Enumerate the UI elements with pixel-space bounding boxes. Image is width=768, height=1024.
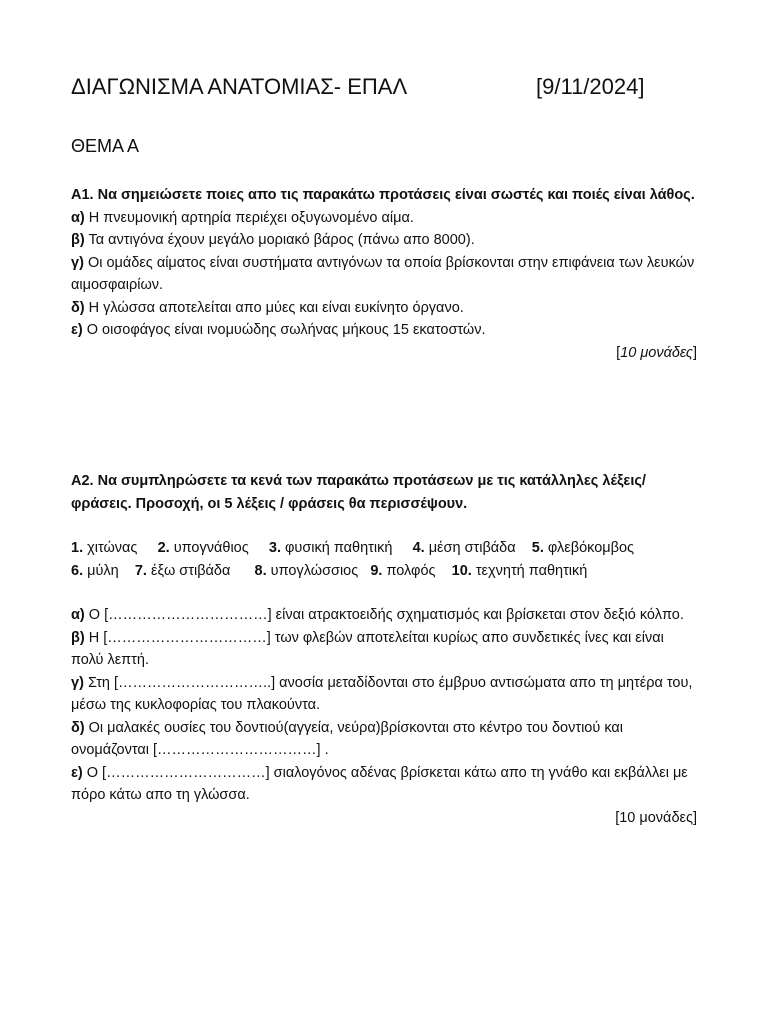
word-bank-row-1: 1. χιτώνας 2. υπογνάθιος 3. φυσική παθητική 4. μέση στιβάδα 5. φλεβόκομβος: [71, 540, 635, 556]
exam-date: [9/11/2024]: [536, 74, 645, 99]
a1-instruction: Α1. Να σημειώσετε ποιες απο τις παρακάτω προτάσεις είναι σωστές και ποιές είναι λάθος.: [71, 187, 695, 203]
section-title: ΘΕΜΑ Α: [71, 136, 140, 156]
a2-instruction: Α2. Να συμπληρώσετε τα κενά των παρακάτω προτάσεων με τις κατάλληλες λέξεις/ φράσεις. Προσοχή, οι 5 λέξεις / φράσεις θα περισσέψουν.: [71, 473, 646, 512]
a1-item: β) Τα αντιγόνα έχουν μεγάλο μοριακό βάρος (πάνω απο 8000).: [71, 232, 475, 248]
a2-points: [10 μονάδες]: [615, 809, 697, 826]
a1-item: ε) Ο οισοφάγος είναι ινομυώδης σωλήνας μήκους 15 εκατοστών.: [71, 322, 486, 338]
a2-item: α) Ο [……………………………] είναι ατρακτοειδής σχηματισμός και βρίσκεται στον δεξιό κόλπο.: [71, 607, 684, 623]
a1-item: α) Η πνευμονική αρτηρία περιέχει οξυγωνομένο αίμα.: [71, 209, 414, 226]
question-a2: [71, 470, 697, 829]
a1-item: γ) Οι ομάδες αίματος είναι συστήματα αντιγόνων τα οποία βρίσκονται στην επιφάνεια των λευκών αιμοσφαιρίων.: [71, 254, 695, 293]
word-bank-row-2: 6. μύλη 7. έξω στιβάδα 8. υπογλώσσιος 9. πολφός 10. τεχνητή παθητική: [71, 562, 588, 579]
a2-item: δ) Οι μαλακές ουσίες του δοντιού(αγγεία, νεύρα)βρίσκονται στο κέντρο του δοντιού και ονομάζονται [……………………………] .: [71, 719, 624, 758]
a1-points: [10 μονάδες]: [616, 344, 697, 361]
a2-item: ε) Ο [……………………………] σιαλογόνος αδένας βρίσκεται κάτω απο τη γνάθο και εκβάλλει με πόρο κάτω απο τη γλώσσα.: [71, 764, 688, 803]
a2-item: β) Η [……………………………] των φλεβών αποτελείται κυρίως απο συνδετικές ίνες και είναι πολύ λεπτή.: [71, 629, 664, 668]
question-a1: [71, 184, 697, 364]
a2-item: γ) Στη […………………………..] ανοσία μεταδίδονται στο έμβρυο αντισώματα απο τη μητέρα του, μέσω της κυκλοφορίας του πλακούντα.: [71, 674, 693, 713]
exam-title: ΔΙΑΓΩΝΙΣΜΑ ΑΝΑΤΟΜΙΑΣ- ΕΠΑΛ: [71, 74, 408, 99]
a1-item: δ) Η γλώσσα αποτελείται απο μύες και είναι ευκίνητο όργανο.: [71, 299, 464, 316]
exam-header: [71, 74, 671, 100]
